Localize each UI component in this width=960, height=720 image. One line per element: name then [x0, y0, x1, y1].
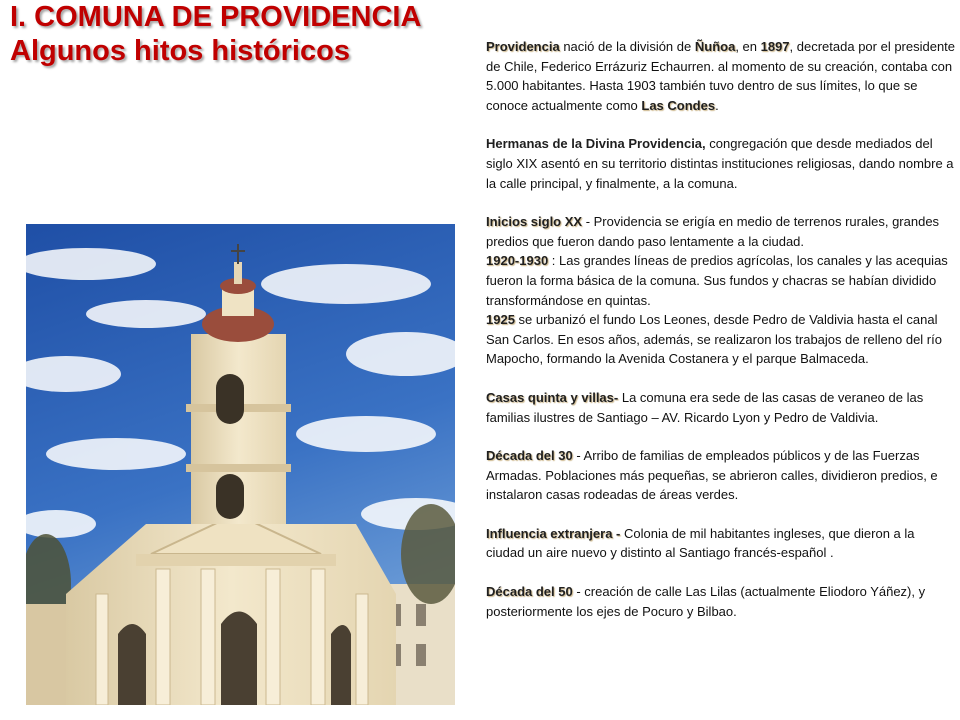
keyword-1897: 1897 [760, 39, 790, 54]
keyword-1925: 1925 [486, 312, 515, 328]
keyword-casas-quinta: Casas quinta y villas- [486, 389, 619, 405]
keyword-providencia: Providencia [486, 39, 560, 54]
paragraph-inicios-siglo-xx: Inicios siglo XX - Providencia se erigía en medio de terrenos rurales, grandes predios que fueron dando paso lentamente a la ciudad. [486, 214, 940, 249]
paragraph-1920-1930: 1920-1930 : Las grandes líneas de predios agrícolas, los canales y las acequias fueron la forma básica de la comuna. Sus fundos y chacras se habían dividido transformándose en quintas. [486, 253, 948, 308]
slide-title [10, 0, 480, 68]
title-line-2: Algunos hitos históricos [10, 35, 350, 67]
history-text [486, 37, 956, 621]
paragraph-casas-quinta: Casas quinta y villas- La comuna era sede de las casas de veraneo de las familias ilustres de Santiago – AV. Ricardo Lyon y Pedro de Valdivia. [486, 389, 924, 425]
paragraph-influencia-extranjera: Influencia extranjera - Colonia de mil habitantes ingleses, que dieron a la ciudad un aire nuevo y distinto al Santiago francés-español . [486, 525, 915, 561]
keyword-1920-1930: 1920-1930 [486, 253, 549, 269]
paragraph-hermanas: Hermanas de la Divina Providencia, congregación que desde mediados del siglo XIX asentó en su territorio distintas instituciones religiosas, dando nombre a la calle principal, y finalmente, a la comuna. [486, 136, 954, 191]
keyword-decada-30: Década del 30 [486, 448, 573, 464]
keyword-inicios-siglo-xx: Inicios siglo XX [486, 214, 583, 230]
keyword-hermanas: Hermanas de la Divina Providencia, [486, 136, 706, 152]
keyword-las-condes: Las Condes [641, 97, 716, 113]
keyword-decada-50: Década del 50 [486, 584, 573, 600]
paragraph-origin: Providencia nació de la división de Ñuñoa, en 1897, decretada por el presidente de Chile, Federico Errázuriz Echaurren. al momento de su creación, contaba con 5.000 habitantes. Hasta 1903 también tuvo dentro de sus límites, lo que se conoce actualmente como Las Condes. [486, 39, 956, 113]
church-photo [26, 224, 455, 705]
paragraph-decada-50: Década del 50 - creación de calle Las Lilas (actualmente Eliodoro Yáñez), y posteriormente los ejes de Pocuro y Bilbao. [486, 584, 926, 619]
paragraph-decada-30: Década del 30 - Arribo de familias de empleados públicos y de las Fuerzas Armadas. Poblaciones más pequeñas, se abrieron calles, dividieron predios, e instalaron casas rodeadas de áreas verdes. [486, 448, 938, 503]
paragraph-1925: 1925 se urbanizó el fundo Los Leones, desde Pedro de Valdivia hasta el canal San Carlos. En esos años, además, se realizaron los trabajos de relleno del río Mapocho, formando la Avenida Costanera y el parque Balmaceda. [486, 312, 942, 367]
title-line-1: I. COMUNA DE PROVIDENCIA [10, 1, 422, 33]
keyword-influencia-extranjera: Influencia extranjera - [486, 525, 621, 541]
keyword-nunoa: Ñuñoa [694, 39, 736, 54]
